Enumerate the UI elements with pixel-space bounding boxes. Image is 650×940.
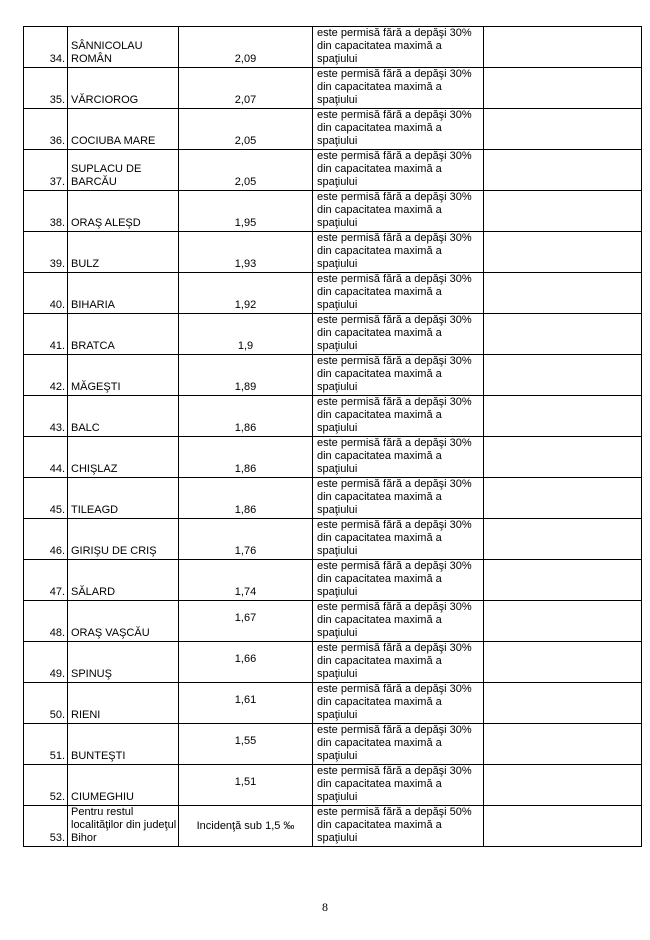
rule-text: este permisă fără a depăşi 30% din capacitatea maximă a spaţiului <box>313 109 484 150</box>
incidence-value: 1,51 <box>179 765 313 806</box>
rule-text: este permisă fără a depăşi 30% din capacitatea maximă a spaţiului <box>313 724 484 765</box>
incidence-value: Incidenţă sub 1,5 ‰ <box>179 806 313 847</box>
incidence-value: 1,55 <box>179 724 313 765</box>
rule-text: este permisă fără a depăşi 30% din capacitatea maximă a spaţiului <box>313 191 484 232</box>
empty-cell <box>484 396 642 437</box>
rule-text: este permisă fără a depăşi 30% din capacitatea maximă a spaţiului <box>313 355 484 396</box>
table-row <box>24 642 642 683</box>
table-row <box>24 191 642 232</box>
rule-text: este permisă fără a depăşi 30% din capacitatea maximă a spaţiului <box>313 150 484 191</box>
table-row <box>24 27 642 68</box>
empty-cell <box>484 683 642 724</box>
rule-text: este permisă fără a depăşi 30% din capacitatea maximă a spaţiului <box>313 642 484 683</box>
table-row <box>24 273 642 314</box>
incidence-value: 2,05 <box>179 109 313 150</box>
rule-text: este permisă fără a depăşi 30% din capacitatea maximă a spaţiului <box>313 683 484 724</box>
rule-text: este permisă fără a depăşi 30% din capacitatea maximă a spaţiului <box>313 314 484 355</box>
empty-cell <box>484 109 642 150</box>
empty-cell <box>484 560 642 601</box>
table-row <box>24 437 642 478</box>
locality-name: BRATCA <box>68 314 179 355</box>
locality-name: ORAŞ ALEŞD <box>68 191 179 232</box>
rule-text: este permisă fără a depăşi 30% din capacitatea maximă a spaţiului <box>313 68 484 109</box>
incidence-value: 1,86 <box>179 396 313 437</box>
row-number: 52. <box>24 765 68 806</box>
rule-text: este permisă fără a depăşi 30% din capacitatea maximă a spaţiului <box>313 437 484 478</box>
rule-text: este permisă fără a depăşi 30% din capacitatea maximă a spaţiului <box>313 396 484 437</box>
incidence-value: 1,76 <box>179 519 313 560</box>
row-number: 38. <box>24 191 68 232</box>
row-number: 37. <box>24 150 68 191</box>
incidence-value: 1,86 <box>179 478 313 519</box>
empty-cell <box>484 642 642 683</box>
empty-cell <box>484 437 642 478</box>
rule-text: este permisă fără a depăşi 30% din capacitatea maximă a spaţiului <box>313 560 484 601</box>
incidence-value: 2,05 <box>179 150 313 191</box>
empty-cell <box>484 191 642 232</box>
table-row <box>24 68 642 109</box>
row-number: 46. <box>24 519 68 560</box>
empty-cell <box>484 314 642 355</box>
row-number: 35. <box>24 68 68 109</box>
locality-name: CHIŞLAZ <box>68 437 179 478</box>
empty-cell <box>484 27 642 68</box>
rule-text: este permisă fără a depăşi 30% din capacitatea maximă a spaţiului <box>313 27 484 68</box>
locality-name: BUNTEŞTI <box>68 724 179 765</box>
table-row <box>24 765 642 806</box>
empty-cell <box>484 273 642 314</box>
row-number: 45. <box>24 478 68 519</box>
table-row <box>24 355 642 396</box>
incidence-value: 1,61 <box>179 683 313 724</box>
row-number: 49. <box>24 642 68 683</box>
rule-text: este permisă fără a depăşi 30% din capacitatea maximă a spaţiului <box>313 232 484 273</box>
locality-name: Pentru restul localităţilor din judeţul Bihor <box>68 806 179 847</box>
row-number: 44. <box>24 437 68 478</box>
incidence-value: 1,86 <box>179 437 313 478</box>
row-number: 42. <box>24 355 68 396</box>
empty-cell <box>484 355 642 396</box>
row-number: 43. <box>24 396 68 437</box>
empty-cell <box>484 68 642 109</box>
rule-text: este permisă fără a depăşi 30% din capacitatea maximă a spaţiului <box>313 478 484 519</box>
table-row <box>24 314 642 355</box>
incidence-value: 1,89 <box>179 355 313 396</box>
locality-name: GIRIŞU DE CRIŞ <box>68 519 179 560</box>
locality-name: SÂNNICOLAU ROMÂN <box>68 27 179 68</box>
row-number: 41. <box>24 314 68 355</box>
incidence-value: 1,67 <box>179 601 313 642</box>
rule-text: este permisă fără a depăşi 30% din capacitatea maximă a spaţiului <box>313 765 484 806</box>
rule-text: este permisă fără a depăşi 30% din capacitatea maximă a spaţiului <box>313 601 484 642</box>
row-number: 40. <box>24 273 68 314</box>
table-row <box>24 478 642 519</box>
empty-cell <box>484 806 642 847</box>
incidence-value: 2,07 <box>179 68 313 109</box>
row-number: 50. <box>24 683 68 724</box>
table-row <box>24 109 642 150</box>
table-row <box>24 396 642 437</box>
row-number: 48. <box>24 601 68 642</box>
incidence-value: 1,93 <box>179 232 313 273</box>
locality-name: RIENI <box>68 683 179 724</box>
row-number: 34. <box>24 27 68 68</box>
locality-name: VĂRCIOROG <box>68 68 179 109</box>
incidence-value: 2,09 <box>179 27 313 68</box>
locality-name: MĂGEŞTI <box>68 355 179 396</box>
rule-text: este permisă fără a depăşi 30% din capacitatea maximă a spaţiului <box>313 519 484 560</box>
page-number: 8 <box>322 900 328 914</box>
incidence-value: 1,66 <box>179 642 313 683</box>
locality-name: BALC <box>68 396 179 437</box>
table-row <box>24 724 642 765</box>
rule-text: este permisă fără a depăşi 50% din capacitatea maximă a spaţiului <box>313 806 484 847</box>
locality-name: SPINUŞ <box>68 642 179 683</box>
row-number: 51. <box>24 724 68 765</box>
empty-cell <box>484 232 642 273</box>
row-number: 47. <box>24 560 68 601</box>
row-number: 36. <box>24 109 68 150</box>
rule-text: este permisă fără a depăşi 30% din capacitatea maximă a spaţiului <box>313 273 484 314</box>
incidence-value: 1,9 <box>179 314 313 355</box>
empty-cell <box>484 765 642 806</box>
table-row <box>24 519 642 560</box>
empty-cell <box>484 519 642 560</box>
incidence-value: 1,92 <box>179 273 313 314</box>
table-row <box>24 601 642 642</box>
locality-name: ORAŞ VAŞCĂU <box>68 601 179 642</box>
table-row <box>24 806 642 847</box>
table-row <box>24 150 642 191</box>
locality-name: SĂLARD <box>68 560 179 601</box>
locality-name: BIHARIA <box>68 273 179 314</box>
table-row <box>24 232 642 273</box>
incidence-table <box>23 26 642 847</box>
empty-cell <box>484 601 642 642</box>
locality-name: CIUMEGHIU <box>68 765 179 806</box>
empty-cell <box>484 724 642 765</box>
empty-cell <box>484 150 642 191</box>
row-number: 39. <box>24 232 68 273</box>
row-number: 53. <box>24 806 68 847</box>
locality-name: TILEAGD <box>68 478 179 519</box>
incidence-value: 1,95 <box>179 191 313 232</box>
locality-name: COCIUBA MARE <box>68 109 179 150</box>
table-row <box>24 683 642 724</box>
locality-name: SUPLACU DE BARCĂU <box>68 150 179 191</box>
incidence-value: 1,74 <box>179 560 313 601</box>
locality-name: BULZ <box>68 232 179 273</box>
table-row <box>24 560 642 601</box>
empty-cell <box>484 478 642 519</box>
